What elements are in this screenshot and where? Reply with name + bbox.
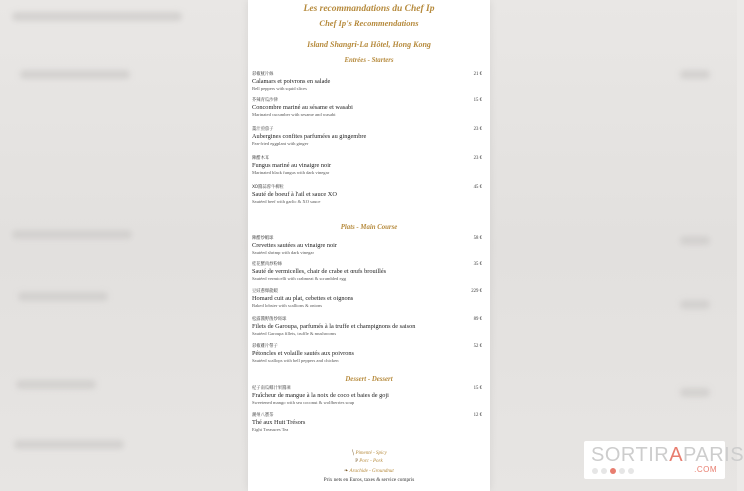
logo-dots-icon [592, 468, 634, 474]
peanut-icon: ❧ [344, 469, 349, 474]
menu-page [248, 0, 490, 491]
section-title-main-course: Plats - Main Course [340, 224, 398, 231]
price: 35 € [473, 262, 482, 267]
hotel-name: Island Shangri-La Hôtel, Hong Kong [307, 40, 431, 49]
menu-item: 杞子南瓜椰汁果醬凍 Fraîcheur de mangue à la noix de coco et baies de goji Sweetened mango with sea coconut & wolfberries soup 15 € [252, 386, 482, 405]
price: 58 € [473, 236, 482, 241]
price: 23 € [473, 156, 482, 161]
price: 45 € [473, 185, 482, 190]
menu-item: 芥辣青瓜沙律 Concombre mariné au sésame et wasabi Marinated cucumber with sesame and wasabi 15 € [252, 98, 482, 117]
blurred-background-right [490, 0, 737, 491]
pork-icon: P [355, 459, 359, 464]
price: 229 € [471, 289, 482, 294]
section-title-dessert: Dessert - Dessert [345, 376, 393, 383]
price-note: Prix nets en Euros, taxes & service compris [323, 477, 415, 483]
legend-spicy: ╲ Pimenté - Spicy [351, 451, 387, 456]
price: 23 € [473, 127, 482, 132]
menu-item: 松露醬野菌炒斑球 Filets de Garoupa, parfumés à la truffe et champignons de saison Sautéed Garoupa fillets, truffle & mushrooms 89 € [252, 317, 482, 336]
price: 89 € [473, 317, 482, 322]
price: 21 € [473, 72, 482, 77]
menu-item: XO醬蒜蓉牛柳粒 Sauté de boeuf à l'ail et sauce XO Sautéed beef with garlic & XO sauce 45 € [252, 185, 482, 204]
chili-icon: ╲ [351, 451, 355, 456]
menu-item: 潮州八寶茶 Thé aux Huit Trésors Eight Treasures Tea 12 € [252, 413, 482, 432]
legend-pork: P Porc - Pork [355, 459, 383, 464]
menu-item: 豆豉蔥爆龍蝦 Homard cuit au plat, cebettes et oignons Baked lobster with scallions & onions 229 € [252, 289, 482, 308]
menu-item: 彩椒魷片絲 Calamars et poivrons en salade Bell peppers with squid slices 21 € [252, 72, 482, 91]
section-title-starters: Entrées - Starters [344, 57, 394, 64]
menu-item: 陳醋炒蝦球 Crevettes sautées au vinaigre noir Sautéed shrimp with dark vinegar 58 € [252, 236, 482, 255]
price: 52 € [473, 344, 482, 349]
menu-item: 桂花蟹肉炒粉絲 Sauté de vermicelles, chair de crabe et œufs brouillés Sautéed vermicelli with crabmeat & scrambled egg 35 € [252, 262, 482, 281]
menu-title-en: Chef Ip's Recommendations [319, 18, 419, 28]
sortiraparis-logo: SORTIRAPARIS .COM [584, 441, 725, 479]
menu-item: 彩椒雞片帶子 Pétoncles et volaille sautés aux poivrons Sautéed scallops with bell peppers and chicken 52 € [252, 344, 482, 363]
price: 15 € [473, 98, 482, 103]
menu-item: 薑汁煎茄子 Aubergines confites parfumées au gingembre Pan-fried eggplant with ginger 23 € [252, 127, 482, 146]
legend-groundnut: ❧ Arachide - Groundnut [344, 469, 394, 474]
blurred-background-left [0, 0, 248, 491]
price: 15 € [473, 386, 482, 391]
menu-item: 陳醋木耳 Fungus mariné au vinaigre noir Marinated black fungus with dark vinegar 23 € [252, 156, 482, 175]
price: 12 € [473, 413, 482, 418]
menu-title-fr: Les recommandations du Chef Ip [303, 4, 435, 14]
